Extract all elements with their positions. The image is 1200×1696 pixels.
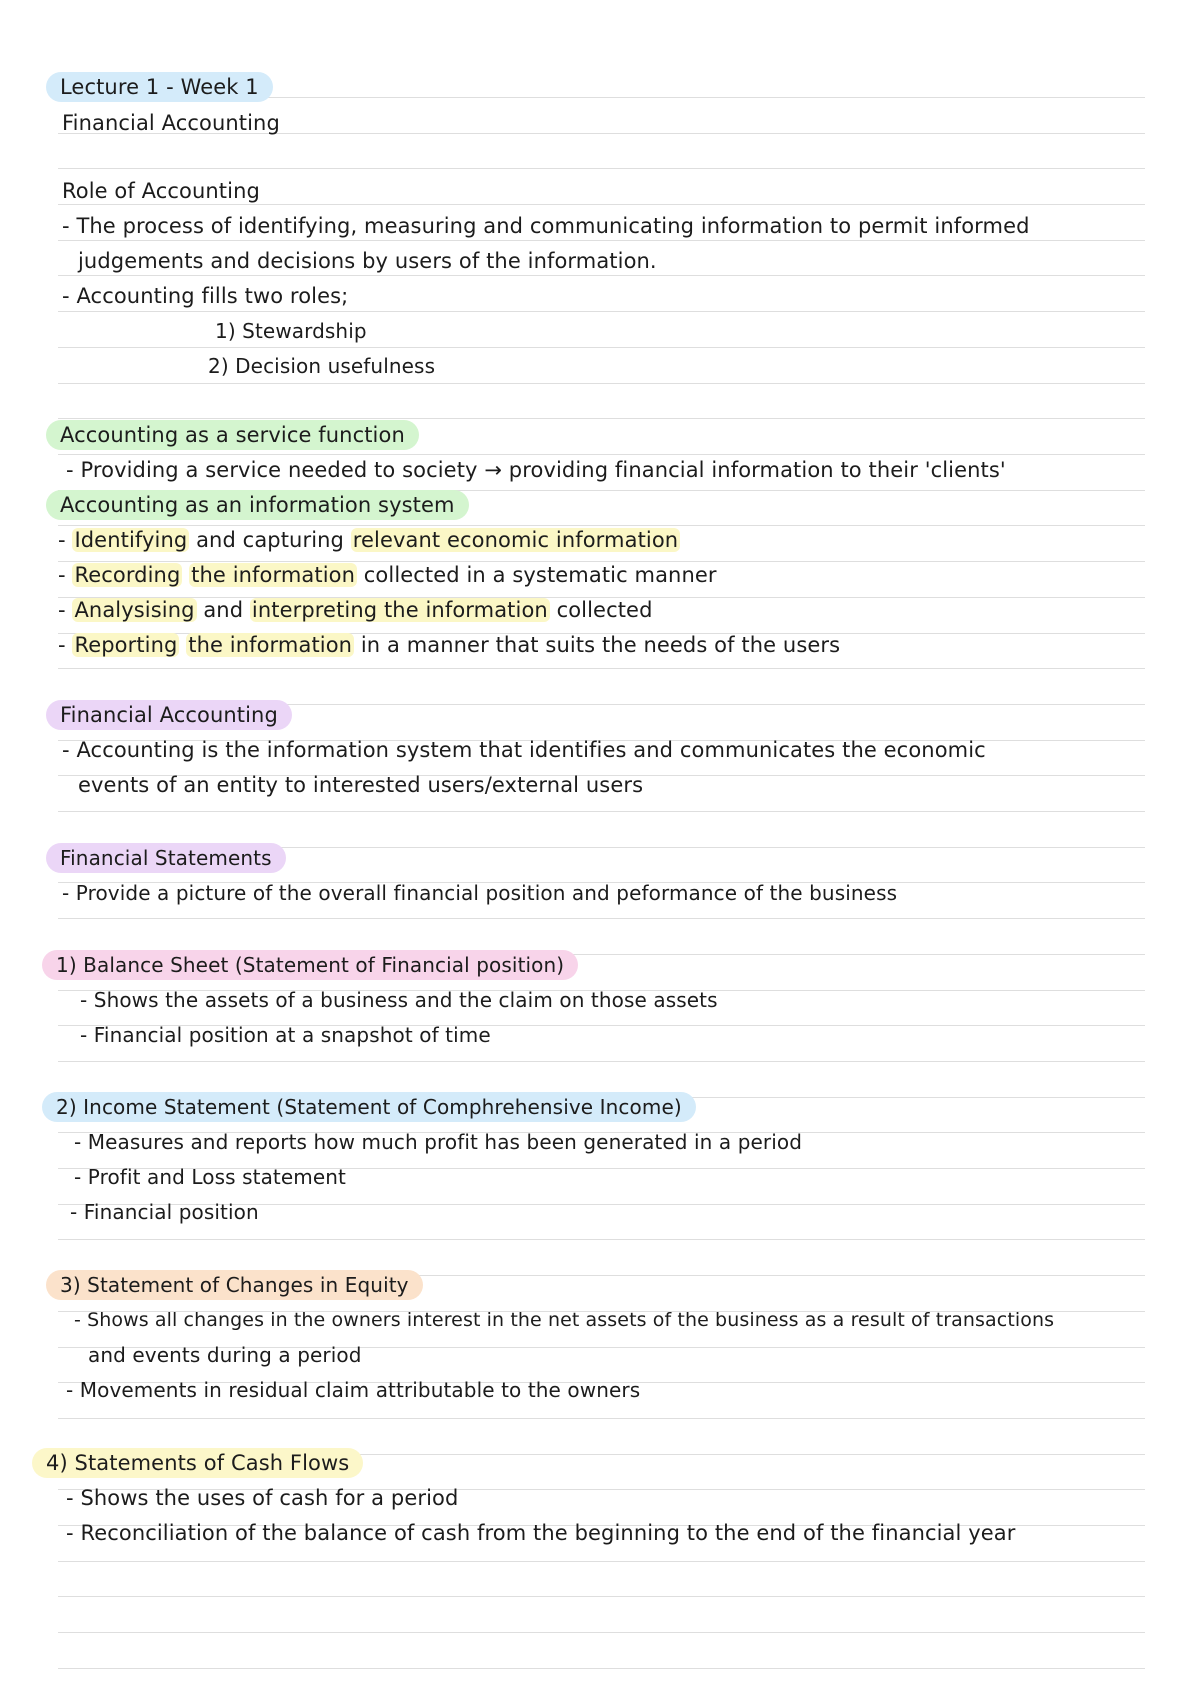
equity-heading-text: 3) Statement of Changes in Equity bbox=[46, 1270, 423, 1300]
cash-line-1: - Shows the uses of cash for a period bbox=[66, 1486, 459, 1510]
statements-heading-text: Financial Statements bbox=[46, 843, 286, 873]
ruled-line bbox=[58, 1061, 1145, 1062]
statements-heading bbox=[46, 843, 286, 873]
ruled-line bbox=[58, 918, 1145, 919]
role-line-2: judgements and decisions by users of the information. bbox=[78, 249, 657, 273]
cash-heading-text: 4) Statements of Cash Flows bbox=[32, 1448, 363, 1478]
equity-line-2: and events during a period bbox=[88, 1343, 362, 1367]
equity-line-3: - Movements in residual claim attributable to the owners bbox=[66, 1378, 641, 1402]
fin-acc-line-2: events of an entity to interested users/external users bbox=[78, 773, 644, 797]
balance-heading bbox=[42, 950, 578, 980]
info-system-heading bbox=[46, 490, 469, 520]
ruled-line bbox=[58, 1561, 1145, 1562]
role-item-2: 2) Decision usefulness bbox=[208, 354, 436, 378]
fin-acc-heading bbox=[46, 700, 292, 730]
ruled-line bbox=[58, 1596, 1145, 1597]
income-line-1: - Measures and reports how much profit has been generated in a period bbox=[74, 1130, 803, 1154]
role-line-1: - The process of identifying, measuring and communicating information to permit informed bbox=[62, 214, 1030, 238]
ruled-line bbox=[58, 1239, 1145, 1240]
subject-title: Financial Accounting bbox=[62, 111, 280, 135]
lecture-title bbox=[46, 72, 273, 102]
ruled-line bbox=[58, 1418, 1145, 1419]
lecture-title-text: Lecture 1 - Week 1 bbox=[46, 72, 273, 102]
info-item: - Recording the information collected in a systematic manner bbox=[58, 563, 717, 587]
info-item: - Identifying and capturing relevant economic information bbox=[58, 528, 679, 552]
cash-heading bbox=[32, 1448, 363, 1478]
income-heading-text: 2) Income Statement (Statement of Comphrehensive Income) bbox=[42, 1092, 696, 1122]
ruled-line bbox=[58, 1668, 1145, 1669]
ruled-line bbox=[58, 1632, 1145, 1633]
ruled-line bbox=[58, 418, 1145, 419]
info-system-heading-text: Accounting as an information system bbox=[46, 490, 469, 520]
ruled-line bbox=[58, 811, 1145, 812]
equity-line-1: - Shows all changes in the owners interest in the net assets of the business as a result of transactions bbox=[74, 1309, 1055, 1331]
equity-heading bbox=[46, 1270, 423, 1300]
ruled-line bbox=[58, 668, 1145, 669]
statements-line-1: - Provide a picture of the overall financial position and peformance of the business bbox=[62, 881, 898, 905]
balance-heading-text: 1) Balance Sheet (Statement of Financial position) bbox=[42, 950, 578, 980]
role-item-1: 1) Stewardship bbox=[215, 319, 367, 343]
balance-line-2: - Financial position at a snapshot of time bbox=[80, 1023, 491, 1047]
service-heading bbox=[46, 420, 419, 450]
ruled-line bbox=[58, 168, 1145, 169]
ruled-line bbox=[58, 347, 1145, 348]
fin-acc-line-1: - Accounting is the information system that identifies and communicates the economic bbox=[62, 738, 986, 762]
info-item: - Reporting the information in a manner that suits the needs of the users bbox=[58, 633, 841, 657]
ruled-line bbox=[58, 311, 1145, 312]
cash-line-2: - Reconciliation of the balance of cash from the beginning to the end of the financial year bbox=[66, 1521, 1016, 1545]
balance-line-1: - Shows the assets of a business and the claim on those assets bbox=[80, 988, 718, 1012]
role-heading: Role of Accounting bbox=[62, 179, 260, 203]
income-heading bbox=[42, 1092, 696, 1122]
info-item: - Analysising and interpreting the information collected bbox=[58, 598, 653, 622]
service-heading-text: Accounting as a service function bbox=[46, 420, 419, 450]
service-line-1: - Providing a service needed to society → providing financial information to their 'clients' bbox=[66, 458, 1006, 482]
role-line-3: - Accounting fills two roles; bbox=[62, 284, 349, 308]
fin-acc-heading-text: Financial Accounting bbox=[46, 700, 292, 730]
income-line-3: - Financial position bbox=[70, 1200, 259, 1224]
ruled-line bbox=[58, 383, 1145, 384]
income-line-2: - Profit and Loss statement bbox=[74, 1165, 346, 1189]
